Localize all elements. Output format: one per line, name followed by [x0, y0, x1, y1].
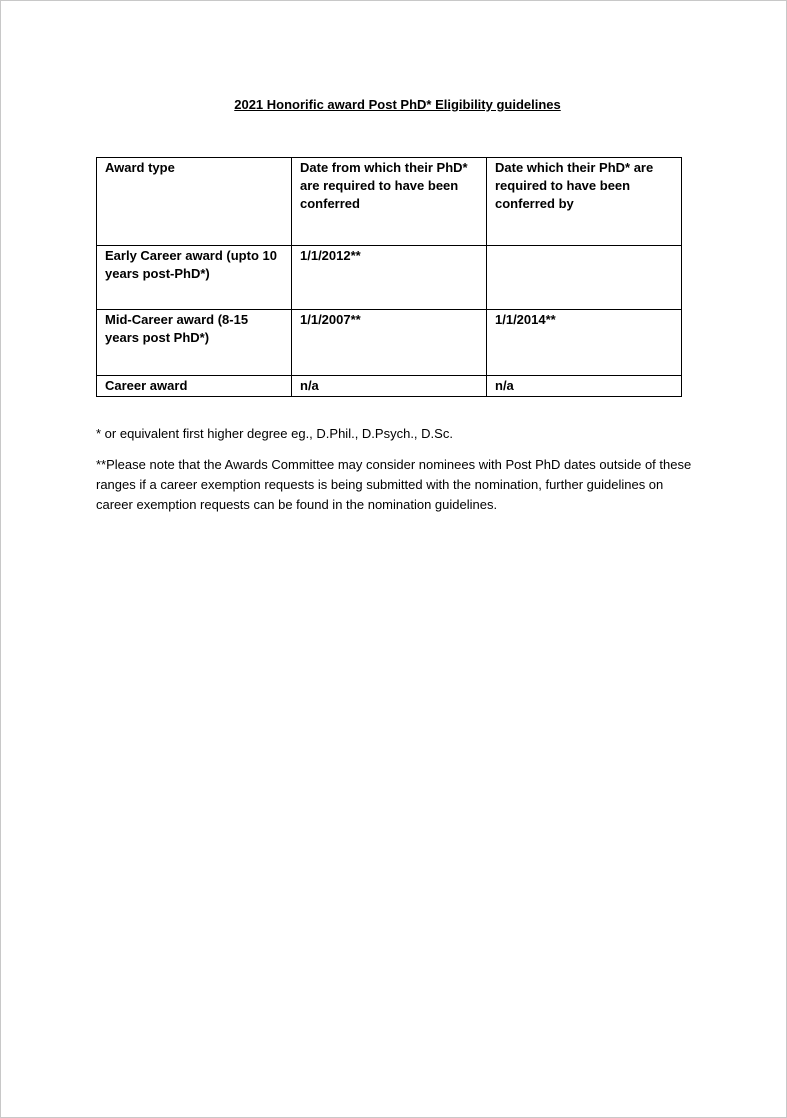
table-row: [97, 310, 682, 376]
table-row: [97, 246, 682, 310]
document-title: 2021 Honorific award Post PhD* Eligibility guidelines: [234, 97, 561, 112]
header-date-from: Date from which their PhD* are required to have been conferred: [292, 158, 487, 246]
header-award-type: Award type: [97, 158, 292, 246]
eligibility-table: [96, 157, 682, 397]
early-career-award-type: Early Career award (upto 10 years post-PhD*): [97, 246, 292, 310]
early-career-date-by: [487, 246, 682, 310]
career-date-by: n/a: [487, 376, 682, 397]
early-career-date-from: 1/1/2012**: [292, 246, 487, 310]
career-date-from: n/a: [292, 376, 487, 397]
mid-career-award-type: Mid-Career award (8-15 years post PhD*): [97, 310, 292, 376]
table-row: [97, 376, 682, 397]
footnote-exemption: **Please note that the Awards Committee may consider nominees with Post PhD dates outside of these ranges if a career exemption requests is being submitted with the nomination, further guidelines on career exemption requests can be found in the nomination guidelines.: [96, 457, 692, 512]
mid-career-date-by: 1/1/2014**: [487, 310, 682, 376]
header-date-by: Date which their PhD* are required to have been conferred by: [487, 158, 682, 246]
career-award-type: Career award: [97, 376, 292, 397]
table-header-row: [97, 158, 682, 246]
mid-career-date-from: 1/1/2007**: [292, 310, 487, 376]
footnote-degree: * or equivalent first higher degree eg., D.Phil., D.Psych., D.Sc.: [96, 426, 453, 441]
